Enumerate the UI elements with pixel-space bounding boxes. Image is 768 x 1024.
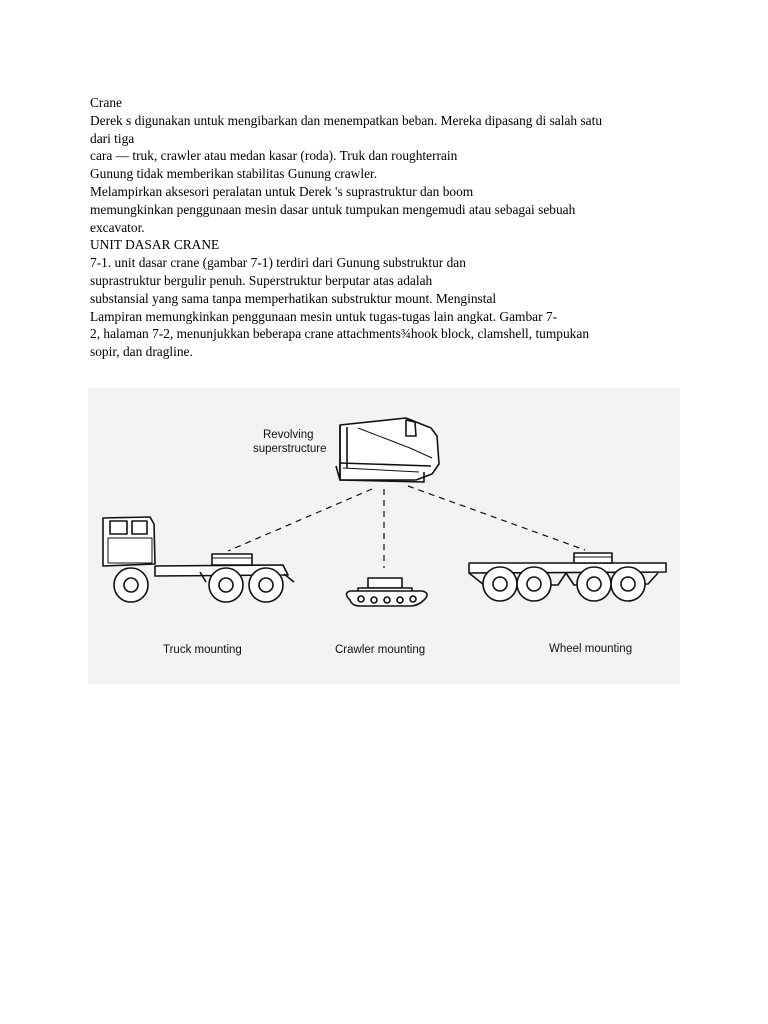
paragraph-line: Melampirkan aksesori peralatan untuk Derek 's suprastruktur dan boom (90, 183, 474, 199)
document-text (90, 94, 680, 361)
crane-diagram (88, 388, 680, 684)
truck-drawing (103, 517, 294, 602)
paragraph-line: 7-1. unit dasar crane (gambar 7-1) terdiri dari Gunung substruktur dan (90, 255, 466, 271)
paragraph-line: sopir, dan dragline. (90, 344, 193, 360)
connector-lines (228, 486, 585, 568)
superstructure-label-line1: Revolving (263, 429, 314, 441)
crane-mounting-figure (88, 388, 680, 684)
paragraph-line: memungkinkan penggunaan mesin dasar untuk tumpukan mengemudi atau sebagai sebuah (90, 201, 576, 217)
wheel-mounting-label: Wheel mounting (549, 643, 633, 655)
wheel-carrier-drawing (469, 553, 666, 601)
crawler-drawing (347, 578, 428, 606)
superstructure-drawing (336, 418, 439, 482)
crawler-mounting-label: Crawler mounting (335, 644, 426, 656)
paragraph-line: suprastruktur bergulir penuh. Superstruktur berputar atas adalah (90, 272, 433, 288)
paragraph-line: 2, halaman 7-2, menunjukkan beberapa crane attachments¾hook block, clamshell, tumpukan (90, 326, 590, 342)
paragraph-line: cara — truk, crawler atau medan kasar (roda). Truk dan roughterrain (90, 148, 458, 164)
paragraph-line: excavator. (90, 219, 145, 235)
paragraph-line: substansial yang sama tanpa memperhatikan substruktur mount. Menginstal (90, 290, 497, 306)
paragraph-line: Lampiran memungkinkan penggunaan mesin untuk tugas-tugas lain angkat. Gambar 7- (90, 308, 558, 324)
paragraph-line: Derek s digunakan untuk mengibarkan dan menempatkan beban. Mereka dipasang di salah satu (90, 112, 603, 128)
section-heading: UNIT DASAR CRANE (90, 237, 220, 253)
paragraph-line: Gunung tidak memberikan stabilitas Gunung crawler. (90, 166, 378, 182)
superstructure-label-line2: superstructure (253, 443, 327, 455)
paragraph-line: dari tiga (90, 130, 135, 146)
doc-title: Crane (90, 95, 122, 110)
truck-mounting-label: Truck mounting (163, 644, 242, 656)
